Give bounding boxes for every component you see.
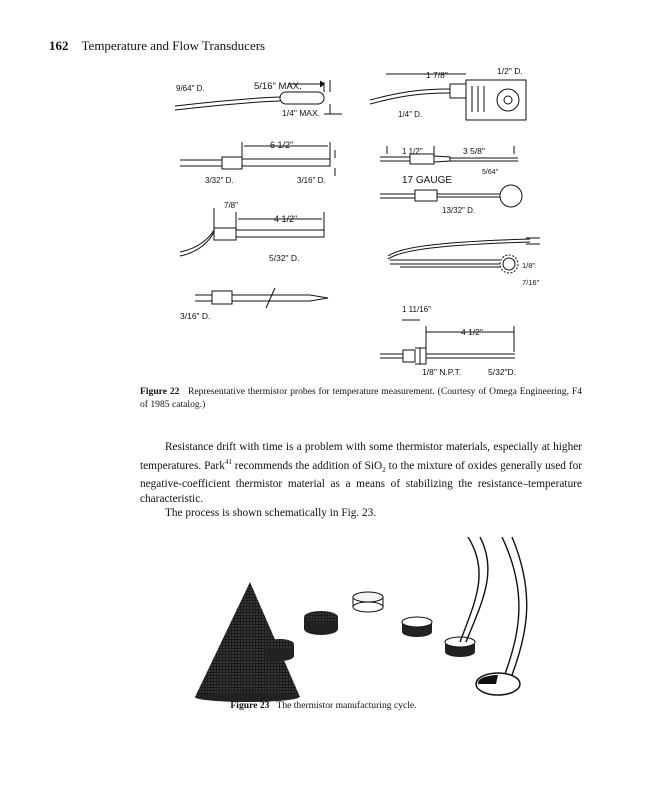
r1-len: 1 7/8": [426, 70, 448, 80]
p1-max-dia: 1/4" MAX.: [282, 108, 320, 118]
probe-r3-drawing: [380, 185, 522, 207]
disc-4: [402, 617, 432, 637]
p1-max-len: 5/16" MAX.: [254, 81, 302, 92]
paragraph-1: [140, 440, 582, 506]
probe-r5-drawing: [380, 320, 515, 364]
paragraph-1-part-3: to the mixture of oxides generally used for negative-coefficient thermistor material as a means of stabilizing the resistance–temperature characteristic.: [140, 459, 582, 505]
p4-dia: 3/16" D.: [180, 311, 211, 321]
r2-len-a: 1 1/2": [402, 147, 423, 156]
encapsulated-thermistor: [476, 537, 527, 695]
r5-a: 1 11/16": [402, 305, 431, 314]
body-text: [140, 440, 582, 521]
paragraph-2: The process is shown schematically in Fig. 23.: [165, 507, 377, 520]
figure-22: [170, 62, 550, 380]
figure-23-label: Figure 23: [230, 700, 270, 711]
probe-4-drawing: [195, 288, 328, 308]
p2-dia: 3/16" D.: [297, 176, 326, 185]
disc-1: [266, 639, 294, 661]
paragraph-1-part-1: Resistance drift with time is a problem with some thermistor materials, especially at higher temperatures. Park: [140, 441, 582, 472]
probe-r1-drawing: [370, 74, 526, 120]
r5-npt: 1/8" N.P.T.: [422, 367, 462, 377]
disc-3: [353, 592, 383, 612]
probe-r4-drawing: [388, 238, 540, 273]
figure-22-caption-text: Representative thermistor probes for temperature measurement. (Courtesy of Omega Engineering, F4 of 1985 catalog.): [140, 386, 582, 410]
r2-len-b: 3 5/8": [463, 146, 485, 156]
p3-dia: 5/32" D.: [269, 253, 300, 263]
r1-lead: 1/4" D.: [398, 110, 423, 119]
p2-lead: 3/32" D.: [205, 176, 234, 185]
r2-gauge: 17 GAUGE: [402, 175, 453, 186]
figure-23-caption: [0, 700, 647, 711]
disc-2: [304, 611, 338, 635]
r5-dia: 5/32"D.: [488, 367, 517, 377]
figure-22-caption: [140, 385, 582, 411]
r4-b: 7/16": [522, 278, 540, 287]
citation-superscript: 41: [224, 457, 232, 466]
figure-23: [190, 532, 550, 710]
figure-22-label: Figure 22: [140, 386, 180, 397]
r3-dia: 13/32" D.: [442, 206, 476, 215]
running-title: Temperature and Flow Transducers: [81, 38, 266, 53]
r2-small: 5/64": [482, 169, 499, 176]
r5-b: 4 1/2": [461, 327, 483, 337]
probe-r2-drawing: [380, 146, 518, 164]
paragraph-1-part-2: recommends the addition of SiO: [231, 459, 383, 472]
figure-23-caption-text: The thermistor manufacturing cycle.: [276, 700, 417, 711]
r4-a: 1/8": [522, 261, 536, 270]
disc-5-leaded: [445, 537, 488, 657]
subscript-2: 2: [382, 465, 386, 474]
p2-len: 6 1/2": [270, 140, 294, 150]
page-number: 162: [49, 38, 69, 53]
page-header: [49, 38, 265, 54]
p3-len: 4 1/2": [274, 214, 298, 224]
probe-2-drawing: [180, 142, 335, 176]
probe-3-drawing: [180, 208, 324, 256]
p1-dia: 9/64" D.: [176, 84, 205, 93]
p3-small: 7/8": [224, 201, 238, 210]
r1-dia: 1/2" D.: [497, 66, 523, 76]
